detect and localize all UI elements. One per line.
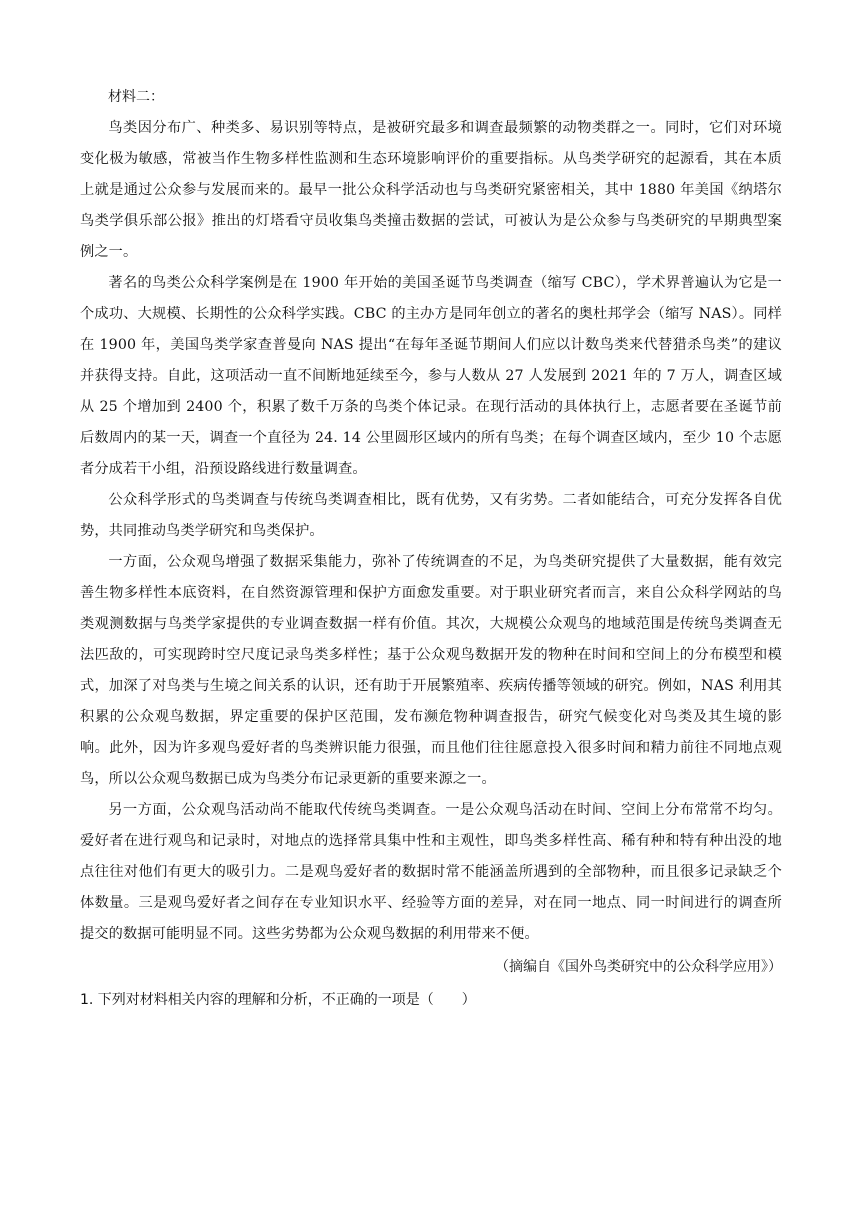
material-heading: 材料二： — [108, 89, 164, 105]
paragraph-4: 一方面，公众观鸟增强了数据采集能力，弥补了传统调查的不足，为鸟类研究提供了大量数据，能有效完善生物多样性本底资料，在自然资源管理和保护方面愈发重要。对于职业研究者而言，来自公众科学网站的鸟类观测数据与鸟类学家提供的专业调查数据一样有价值。其次，大规模公众观鸟的地域范围是传统鸟类调查无法匹敌的，可实现跨时空尺度记录鸟类多样性；基于公众观鸟数据开发的物种在时间和空间上的分布模型和模式，加深了对鸟类与生境之间关系的认识，还有助于开展繁殖率、疾病传播等领域的研究。例如，NAS 利用其积累的公众观鸟数据，界定重要的保护区范围，发布濒危物种调查报告，研究气候变化对鸟类及其生境的影响。此外，因为许多观鸟爱好者的鸟类辨识能力很强，而且他们往往愿意投入很多时间和精力前往不同地点观鸟，所以公众观鸟数据已成为鸟类分布记录更新的重要来源之一。 — [80, 554, 782, 787]
paragraph-2: 著名的鸟类公众科学案例是在 1900 年开始的美国圣诞节鸟类调查（缩写 CBC），学术界普遍认为它是一个成功、大规模、长期性的公众科学实践。CBC 的主办方是同年创立的著名的奥杜邦学会（缩写 NAS）。同样在 1900 年，美国鸟类学家查普曼向 NAS 提出“在每年圣诞节期间人们应以计数鸟类来代替猎杀鸟类”的建议并获得支持。自此，这项活动一直不间断地延续至今，参与人数从 27 人发展到 2021 年的 7 万人，调查区域从 25 个增加到 2400 个，积累了数千万条的鸟类个体记录。在现行活动的具体执行上，志愿者要在圣诞节前后数周内的某一天，调查一个直径为 24. 14 公里圆形区域内的所有鸟类；在每个调查区域内，至少 10 个志愿者分成若干小组，沿预设路线进行数量调查。 — [80, 275, 782, 477]
paragraph-3: 公众科学形式的鸟类调查与传统鸟类调查相比，既有优势，又有劣势。二者如能结合，可充分发挥各自优势，共同推动鸟类学研究和鸟类保护。 — [80, 492, 782, 539]
question-1: 1. 下列对材料相关内容的理解和分析，不正确的一项是（ ） — [80, 992, 476, 1008]
paragraph-5: 另一方面，公众观鸟活动尚不能取代传统鸟类调查。一是公众观鸟活动在时间、空间上分布常常不均匀。爱好者在进行观鸟和记录时，对地点的选择常具集中性和主观性，即鸟类多样性高、稀有种和特有种出没的地点往往对他们有更大的吸引力。二是观鸟爱好者的数据时常不能涵盖所遇到的全部物种，而且很多记录缺乏个体数量。三是观鸟爱好者之间存在专业知识水平、经验等方面的差异，对在同一地点、同一时间进行的调查所提交的数据可能明显不同。这些劣势都为公众观鸟数据的利用带来不便。 — [80, 802, 782, 942]
source-citation: （摘编自《国外鸟类研究中的公众科学应用》） — [495, 959, 782, 975]
paragraph-1: 鸟类因分布广、种类多、易识别等特点，是被研究最多和调查最频繁的动物类群之一。同时，它们对环境变化极为敏感，常被当作生物多样性监测和生态环境影响评价的重要指标。从鸟类学研究的起源看，其在本质上就是通过公众参与发展而来的。最早一批公众科学活动也与鸟类研究紧密相关，其中 1880 年美国《纳塔尔鸟类学俱乐部公报》推出的灯塔看守员收集鸟类撞击数据的尝试，可被认为是公众参与鸟类研究的早期典型案例之一。 — [80, 120, 782, 260]
